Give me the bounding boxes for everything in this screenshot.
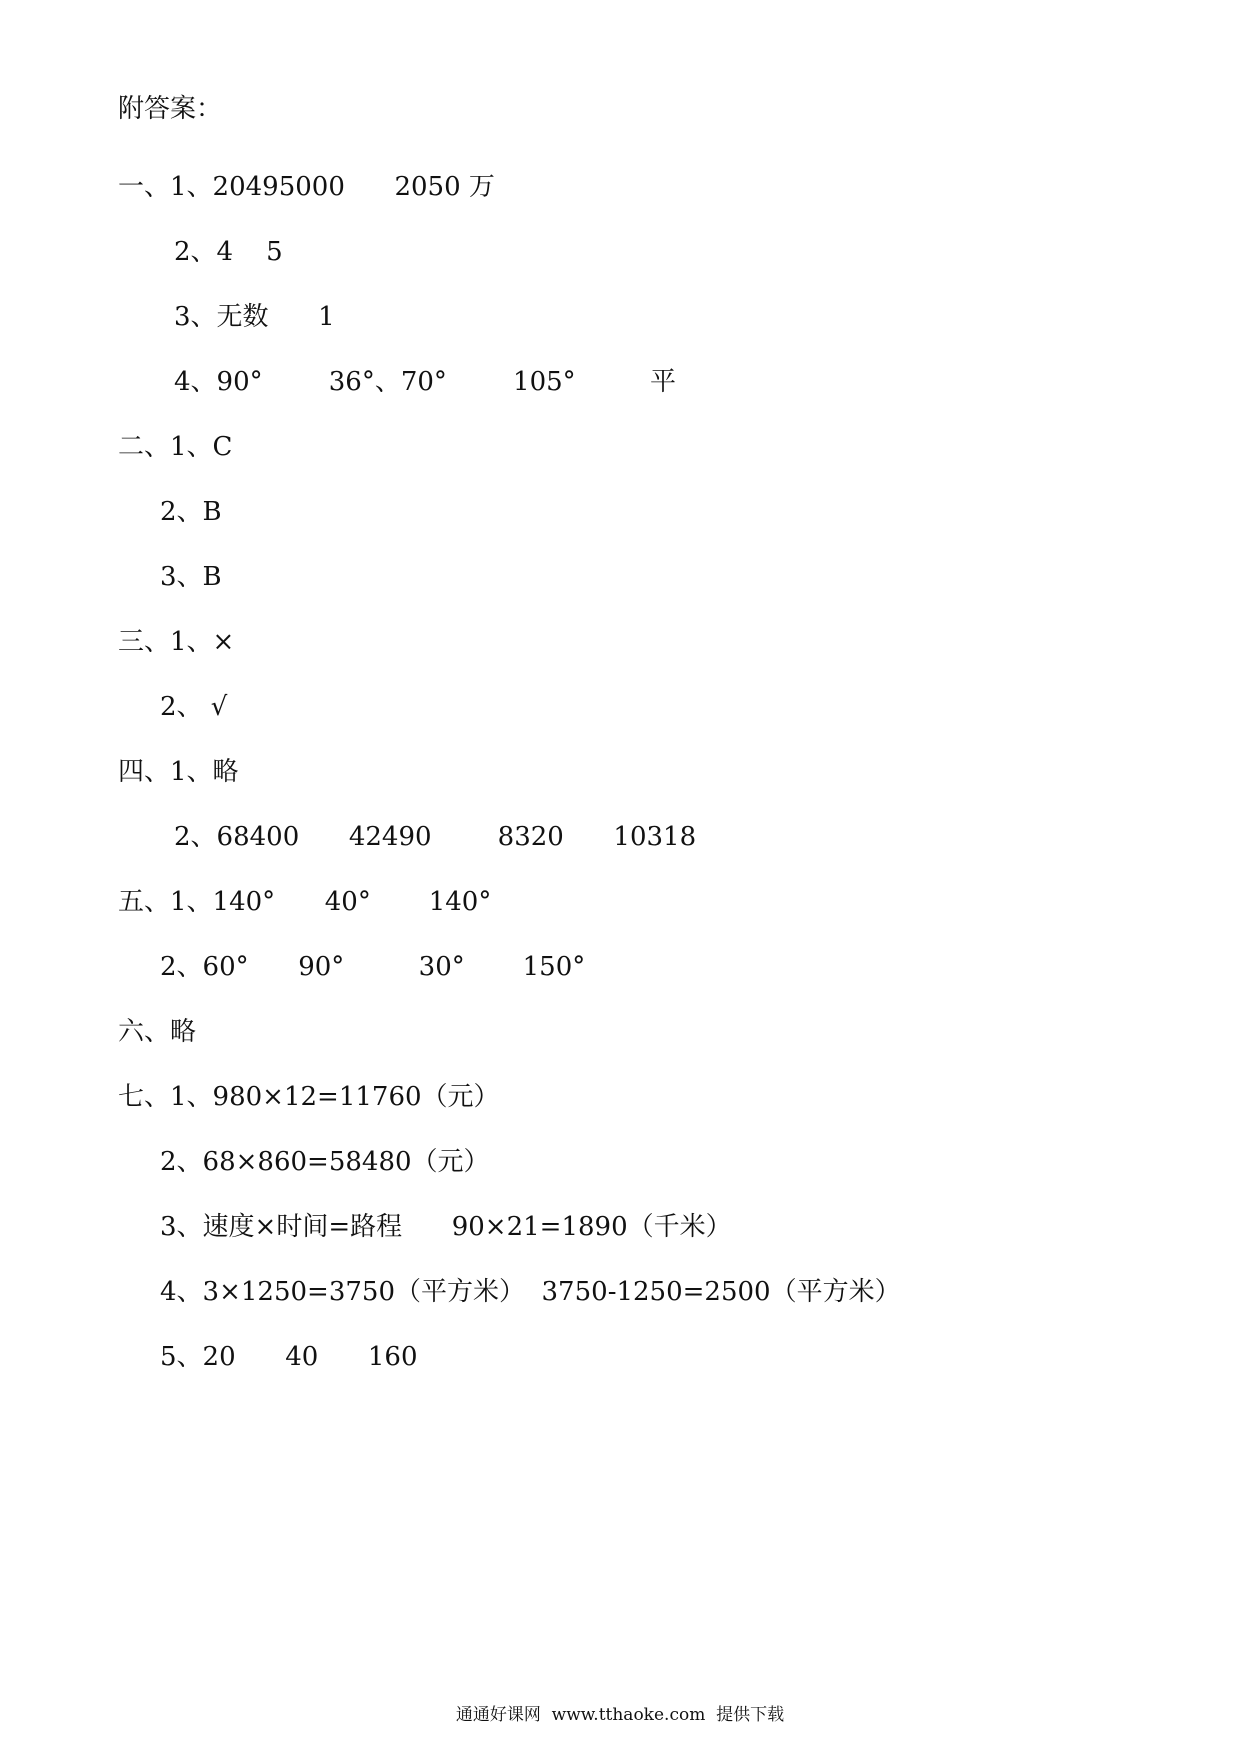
- answer-line: 三、1、×: [118, 627, 235, 657]
- footer-site-name: 通通好课网: [455, 1705, 541, 1725]
- page-footer: [0, 1703, 1240, 1727]
- answer-line: 五、1、140° 40° 140°: [118, 887, 492, 917]
- answer-line: 2、4 5: [174, 237, 283, 267]
- answer-line: 2、B: [160, 497, 222, 527]
- answer-key-title: 附答案：: [118, 94, 223, 124]
- answer-line: 二、1、C: [118, 432, 233, 462]
- answer-line: 四、1、略: [118, 757, 239, 787]
- answer-line: 一、1、20495000 2050 万: [118, 172, 495, 202]
- answer-line: 2、60° 90° 30° 150°: [160, 952, 586, 982]
- answer-line: 3、无数 1: [174, 302, 335, 332]
- answer-line: 4、90° 36°、70° 105° 平: [174, 367, 677, 397]
- answer-line: 3、速度×时间=路程 90×21=1890（千米）: [160, 1212, 732, 1242]
- answer-line: 2、68400 42490 8320 10318: [174, 822, 697, 852]
- answer-line: 2、 √: [160, 692, 228, 722]
- answer-line: 2、68×860=58480（元）: [160, 1147, 490, 1177]
- answer-line: 七、1、980×12=11760（元）: [118, 1082, 500, 1112]
- answer-line: 5、20 40 160: [160, 1342, 418, 1372]
- answer-line: 4、3×1250=3750（平方米） 3750-1250=2500（平方米）: [160, 1277, 901, 1307]
- footer-url[interactable]: www.tthaoke.com: [551, 1705, 706, 1725]
- answer-line: 3、B: [160, 562, 222, 592]
- answer-line: 六、略: [118, 1017, 197, 1047]
- footer-action: 提供下载: [716, 1705, 785, 1725]
